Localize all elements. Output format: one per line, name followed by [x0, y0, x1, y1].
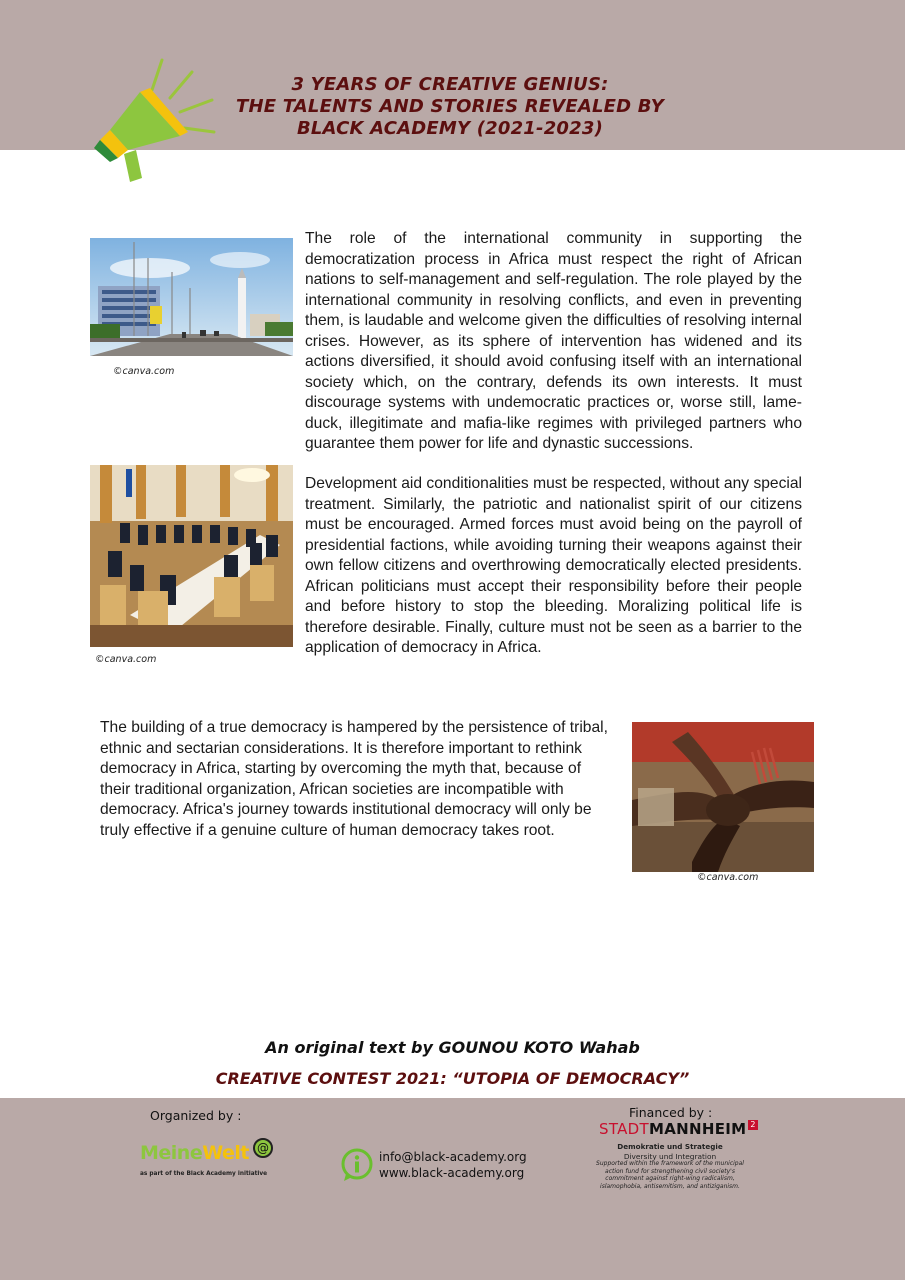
contact-block: [379, 1149, 527, 1181]
organized-by-label: Organized by :: [150, 1108, 242, 1123]
at-icon: @: [253, 1138, 273, 1158]
info-icon: [340, 1148, 374, 1182]
hands-photo: [632, 722, 814, 872]
title-line-2: THE TALENTS AND STORIES REVEALED BY: [236, 96, 664, 117]
conference-photo: [90, 465, 293, 647]
copyright-icon: ©: [113, 366, 123, 377]
paragraph-3: The building of a true democracy is hampered by the persistence of tribal, ethnic and sectarian considerations. It is therefore important to rethink democracy in Africa, starting by overcoming the myth that, because of their traditional organization, African societies are incompatible with democracy. Africa's journey towards institutional democracy will only be truly effective if a genuine culture of human democracy takes root.: [100, 719, 608, 839]
image-credit-1: ©canva.com: [113, 366, 175, 377]
logo-wordmark: MeineWelt: [140, 1142, 249, 1164]
department-text: Demokratie und Strategie Diversity und Integration: [617, 1142, 723, 1161]
page-title: [200, 74, 700, 140]
contest-line: CREATIVE CONTEST 2021: “UTOPIA OF DEMOCRACY”: [215, 1069, 690, 1088]
financed-by-label: Financed by :: [629, 1105, 713, 1120]
paragraph-1: The role of the international community in supporting the democratization process in Africa must respect the right of African nations to self-management and self-regulation. The role played by the international community in resolving conflicts, and even in preventing them, is laudable and welcome given the difficulties of resolving internal crises. However, as its sphere of intervention has widened and its actions diversified, it should avoid confusing itself with an international society which, on the contrary, defends its own interests. It must discourage systems with undemocratic practices or, worse still, lame-duck, illegitimate and mafia-like regimes with privileged partners who guarantee them power for life and dynastic successions.: [305, 230, 802, 452]
title-line-1: 3 YEARS OF CREATIVE GENIUS:: [291, 74, 609, 95]
support-text: Supported within the framework of the municipal action fund for strengthening civil society's commitment against right-wing radicalism, islamophobia, antisemitism, and antiziganism.: [596, 1160, 744, 1190]
street-photo: [90, 238, 293, 356]
title-line-3: BLACK ACADEMY (2021-2023): [296, 118, 604, 139]
footer-band: [0, 1098, 905, 1280]
logo-subtitle: as part of the Black Academy initiative: [140, 1171, 268, 1177]
paragraph-2: Development aid conditionalities must be respected, without any special treatment. Similarly, the patriotic and nationalist spirit of our citizens must be encouraged. Armed forces must avoid being on the payroll of presidential factions, while avoiding turning their weapons against their own fellow citizens and overthrowing democratically elected presidents. African politicians must accept their responsibility before their people and before history to stop the bleeding. Moralizing political life is therefore desirable. Finally, culture must not be seen as a barrier to the application of democracy in Africa.: [305, 475, 802, 656]
stadt-mannheim-logo[interactable]: STADTMANNHEIM 2: [599, 1120, 756, 1138]
image-credit-3: ©canva.com: [697, 872, 759, 883]
meinewelt-logo[interactable]: [140, 1142, 280, 1182]
website-link[interactable]: www.black-academy.org: [379, 1166, 525, 1180]
copyright-icon: ©: [95, 654, 105, 665]
image-credit-2: ©canva.com: [95, 654, 157, 665]
mannheim-square-badge: 2: [750, 1120, 756, 1129]
copyright-icon: ©: [697, 872, 707, 883]
email-link[interactable]: info@black-academy.org: [379, 1150, 527, 1164]
author-line: An original text by GOUNOU KOTO Wahab: [265, 1038, 640, 1057]
